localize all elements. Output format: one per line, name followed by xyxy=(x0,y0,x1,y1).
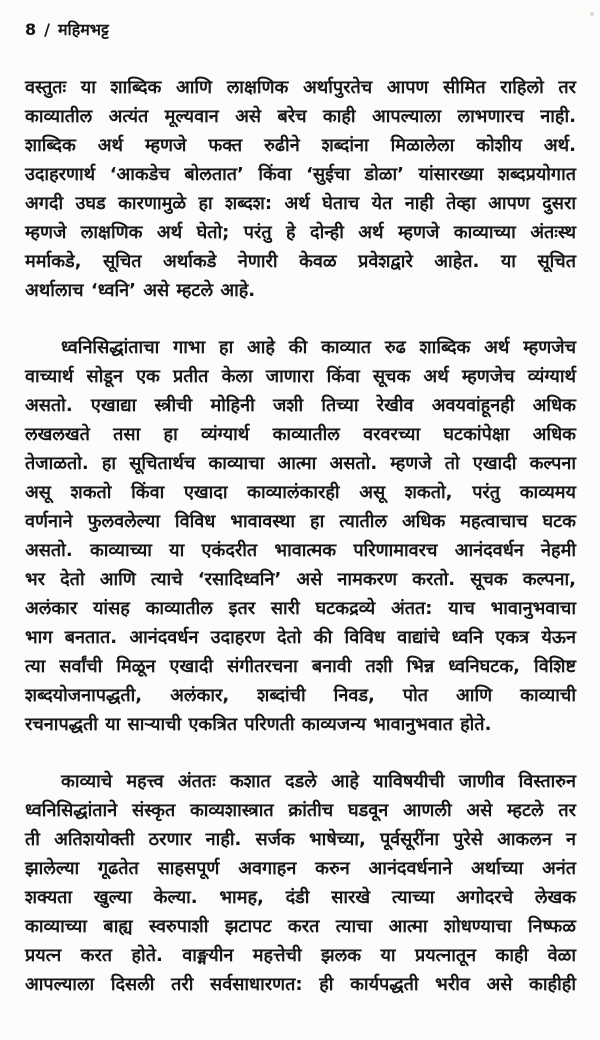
text-line: भाग बनतात. आनंदवर्धन उदाहरण देतो की विविध वाद्यांचे ध्वनि एकत्र येऊन xyxy=(25,627,576,648)
page-body xyxy=(25,73,576,999)
text-line: उदाहरणार्थ ‘आकडेच बोलतात’ किंवा ‘सुईचा डोळा’ यांसारख्या शब्दप्रयोगात xyxy=(25,164,576,185)
text-line: लखलखते तसा हा व्यंग्यार्थ काव्यातील वरवरच्या घटकांपेक्षा अधिक xyxy=(25,424,576,445)
text-line: असू शकतो किंवा एखादा काव्यालंकारही असू शकतो, परंतु काव्यमय xyxy=(25,482,576,503)
text-line: काव्यातील अत्यंत मूल्यवान असे बरेच काही आपल्याला लाभणारच नाही. xyxy=(25,106,576,127)
text-line: भर देतो आणि त्याचे ‘रसादिध्वनि’ असे नामकरण करतो. सूचक कल्पना, xyxy=(25,569,576,590)
text-line: असतो. काव्याच्या या एकंदरीत भावात्मक परिणामावरच आनंदवर्धन नेहमी xyxy=(25,540,576,561)
scan-speck xyxy=(590,12,594,16)
text-line: अर्थालाच ‘ध्वनि’ असे म्हटले आहे. xyxy=(25,280,256,301)
header-separator: / xyxy=(44,20,50,39)
text-line: शब्दयोजनापद्धती, अलंकार, शब्दांची निवड, पोत आणि काव्याची xyxy=(25,685,576,706)
text-line: काव्याच्या बाह्य स्वरुपाशी झटापट करत त्याचा आत्मा शोधण्याचा निष्फळ xyxy=(25,916,576,937)
text-line: वर्णनाने फुलवलेल्या विविध भावावस्था हा त्यातील अधिक महत्वाचाच घटक xyxy=(25,511,576,532)
text-line: रचनापद्धती या साऱ्याची एकत्रित परिणती काव्यजन्य भावानुभवात होते. xyxy=(25,714,492,735)
text-line: शाब्दिक अर्थ म्हणजे फक्त रुढीने शब्दांना मिळालेला कोशीय अर्थ. xyxy=(25,135,576,156)
book-title: महिमभट्ट xyxy=(57,20,109,39)
text-line: तेजाळतो. हा सूचितार्थच काव्याचा आत्मा असतो. म्हणजे तो एखादी कल्पना xyxy=(25,453,576,474)
text-line: काव्याचे महत्त्व अंततः कशात दडले आहे याविषयीची जाणीव विस्तारुन xyxy=(61,771,576,792)
text-line: वाच्यार्थ सोडून एक प्रतीत केला जाणारा किंवा सूचक अर्थ म्हणजेच व्यंग्यार्थ xyxy=(25,366,576,387)
paragraph xyxy=(25,333,576,739)
text-line: प्रयत्न करत होते. वाङ्मयीन महत्तेची झलक या प्रयत्नातून काही वेळा xyxy=(25,945,576,966)
text-line: शक्यता खुल्या केल्या. भामह, दंडी सारखे त्याच्या अगोदरचे लेखक xyxy=(25,887,576,908)
text-line: झालेल्या गूढतेत साहसपूर्ण अवगाहन करुन आनंदवर्धनाने अर्थाच्या अनंत xyxy=(25,858,576,879)
page-header xyxy=(25,18,576,40)
text-line: ध्वनिसिद्धांताचा गाभा हा आहे की काव्यात रुढ शाब्दिक अर्थ म्हणजेच xyxy=(61,337,576,358)
text-line: ती अतिशयोक्ती ठरणार नाही. सर्जक भाषेच्या, पूर्वसूरींना पुरेसे आकलन न xyxy=(25,829,576,850)
text-line: म्हणजे लाक्षणिक अर्थ घेतो; परंतु हे दोन्ही अर्थ म्हणजे काव्याच्या अंतःस्थ xyxy=(25,222,576,243)
text-line: वस्तुतः या शाब्दिक आणि लाक्षणिक अर्थापुरतेच आपण सीमित राहिलो तर xyxy=(25,77,576,98)
text-line: आपल्याला दिसली तरी सर्वसाधारणत: ही कार्यपद्धती भरीव असे काहीही xyxy=(25,974,576,995)
text-line: ध्वनिसिद्धांताने संस्कृत काव्यशास्त्रात क्रांतीच घडवून आणली असे म्हटले तर xyxy=(25,800,576,821)
text-line: मर्माकडे, सूचित अर्थाकडे नेणारी केवळ प्रवेशद्वारे आहेत. या सूचित xyxy=(25,251,576,272)
text-line: त्या सर्वांची मिळून एखादी संगीतरचना बनावी तशी भिन्न ध्वनिघटक, विशिष्ट xyxy=(25,656,576,677)
paragraph xyxy=(25,767,576,999)
text-line: अगदी उघड कारणामुळे हा शब्दश: अर्थ घेताच येत नाही तेव्हा आपण दुसरा xyxy=(25,193,576,214)
text-line: असतो. एखाद्या स्त्रीची मोहिनी जशी तिच्या रेखीव अवयवांहूनही अधिक xyxy=(25,395,576,416)
text-line: अलंकार यांसह काव्यातील इतर सारी घटकद्रव्ये अंतत: याच भावानुभवाचा xyxy=(25,598,576,619)
page-number: 8 xyxy=(25,20,37,39)
paragraph xyxy=(25,73,576,305)
